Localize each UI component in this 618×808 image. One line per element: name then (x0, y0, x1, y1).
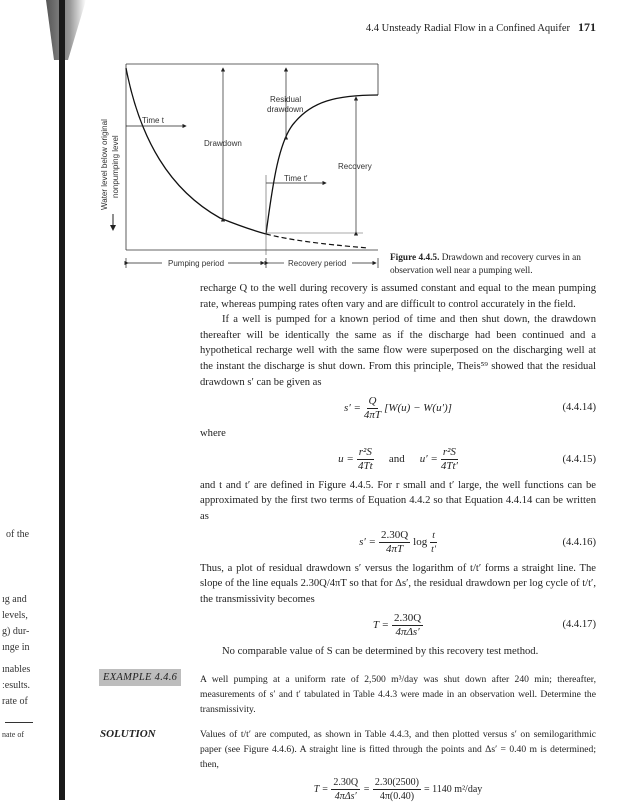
eq-lhs: s′ = (359, 536, 376, 549)
eq-fraction: $\frac{\text{r²S}}{4Tt}$ (357, 446, 373, 473)
paragraph: If a well is pumped for a known period of time and then shut down, the drawdown thereafter will be identically the same as if the discharge had been continued and a hypothetical recharge well with the same flow were superposed on the discharging well at the instant the discharge is shut down. From this principle, Theis⁵⁹ showed that the residual drawdown s′ can be given as (200, 314, 596, 388)
caption-label: Figure 4.4.5. (390, 253, 440, 263)
eq-lhs: u′ = (419, 453, 438, 466)
running-header (366, 20, 596, 35)
label-time-t: Time t (142, 116, 164, 125)
where-text: where (200, 428, 226, 440)
facing-text: levels, (2, 610, 28, 621)
paragraph: No comparable value of S can be determined by this recovery test method. (222, 646, 539, 658)
caption-line-2: observation well near a pumping well. (390, 266, 533, 276)
y-axis-label-1: Water level below original (100, 119, 109, 210)
example-label: EXAMPLE 4.4.6 (99, 669, 181, 686)
figure-caption (390, 252, 581, 278)
header-section: 4.4 Unsteady Radial Flow in a Confined Aquifer (365, 23, 570, 34)
drawdown-curve (126, 68, 266, 234)
eq-fraction: $\frac{2.30Q}{\text{4πΔs′}}$ (333, 777, 359, 803)
paragraph: recharge Q to the well during recovery is assumed constant and equal to the mean pumping rate, whereas pumping rates often vary and are difficult to control accurately in the field. (200, 283, 596, 310)
solution-block (100, 727, 596, 772)
eq-lhs: s′ = (344, 401, 361, 414)
body-column (100, 281, 596, 808)
equation-4-4-17 (200, 610, 596, 640)
eq-equals: = (363, 784, 370, 796)
label-pumping-period: Pumping period (168, 259, 225, 268)
paragraph: and t and t′ are defined in Figure 4.4.5. For r small and t′ large, the well functions can be approximated by the first two terms of Equation 4.4.2 so that Equation 4.4.14 can be written as (200, 479, 596, 522)
eq-fraction: $\frac{t}{t'}$ (431, 530, 436, 556)
eq-fraction: $\frac{2.30Q}{4\pi T}$ (380, 529, 409, 556)
facing-text: ınge in (2, 642, 30, 653)
facing-footnote-rule (5, 722, 33, 723)
page-number: 171 (578, 20, 596, 34)
label-residual-2: drawdown (267, 105, 304, 114)
equation-number: (4.4.15) (562, 453, 596, 465)
solution-text: Values of t/t′ are computed, as shown in Table 4.4.3, and then plotted versus s′ on semilogarithmic paper (see Figure 4.4.6). A straight line is fitted through the points and Δs′ = 0.40 m is determined; then, (200, 728, 596, 770)
label-residual-1: Residual (270, 95, 302, 104)
example-text: A well pumping at a uniform rate of 2,500 m³/day was shut down after 240 min; thereafter, measurements of s′ and t′ tabulated in Table 4.4.3 were made in an observation well. Determine the transmissivity. (200, 673, 596, 715)
solution-label: SOLUTION (100, 727, 156, 740)
facing-text: ınables (2, 664, 31, 675)
eq-log: log (413, 536, 428, 549)
equation-number: (4.4.16) (562, 536, 596, 548)
eq-rhs: [W(u) − W(u′)] (384, 401, 452, 414)
facing-text: rate of (2, 696, 28, 707)
eq-lhs: T = (372, 618, 389, 631)
label-time-t-prime: Time t′ (284, 174, 308, 183)
label-drawdown: Drawdown (204, 139, 242, 148)
eq-fraction: $\frac{2.30(2500)}{4\pi(0.40)}$ (374, 777, 420, 803)
eq-fraction: $\frac{\text{r²S}}{4Tt'}$ (440, 446, 458, 473)
label-recovery: Recovery (338, 162, 372, 171)
solution-equation (200, 775, 596, 805)
equation-number: (4.4.17) (562, 619, 596, 631)
figure-drawdown-recovery (80, 50, 390, 280)
eq-fraction: $\frac{Q}{4\pi T}$ (363, 394, 382, 421)
equation-4-4-16 (200, 528, 596, 558)
facing-text: ːesults. (2, 680, 31, 691)
facing-text: of the (6, 529, 30, 540)
equation-number: (4.4.14) (562, 402, 596, 414)
equation-4-4-14 (200, 393, 596, 423)
paragraph: Thus, a plot of residual drawdown s′ versus the logarithm of t/t′ forms a straight line. The slope of the line equals 2.30Q/4πT so that for Δs′, the residual drawdown per log cycle of t/t′, the transmissivity becomes (200, 562, 596, 605)
eq-fraction: $\frac{2.30Q}{\text{4πΔs′}}$ (393, 611, 422, 638)
equation-4-4-15 (200, 445, 596, 475)
eq-result: = 1140 m²/day (424, 784, 483, 796)
label-recovery-period: Recovery period (288, 259, 347, 268)
eq-lhs: T = (313, 784, 329, 796)
eq-and: and (388, 453, 405, 466)
y-axis-label-2: nonpumping level (111, 135, 120, 198)
plot-frame (126, 64, 378, 250)
facing-text: nate of (2, 730, 24, 739)
example-block (103, 671, 596, 717)
facing-text: g) dur- (2, 626, 30, 637)
facing-text: ıg and (2, 594, 27, 605)
extrapolated-drawdown (266, 234, 368, 248)
page-binding-line (59, 0, 65, 800)
caption-line-1: Drawdown and recovery curves in an (441, 253, 581, 263)
eq-lhs: u = (338, 453, 354, 466)
